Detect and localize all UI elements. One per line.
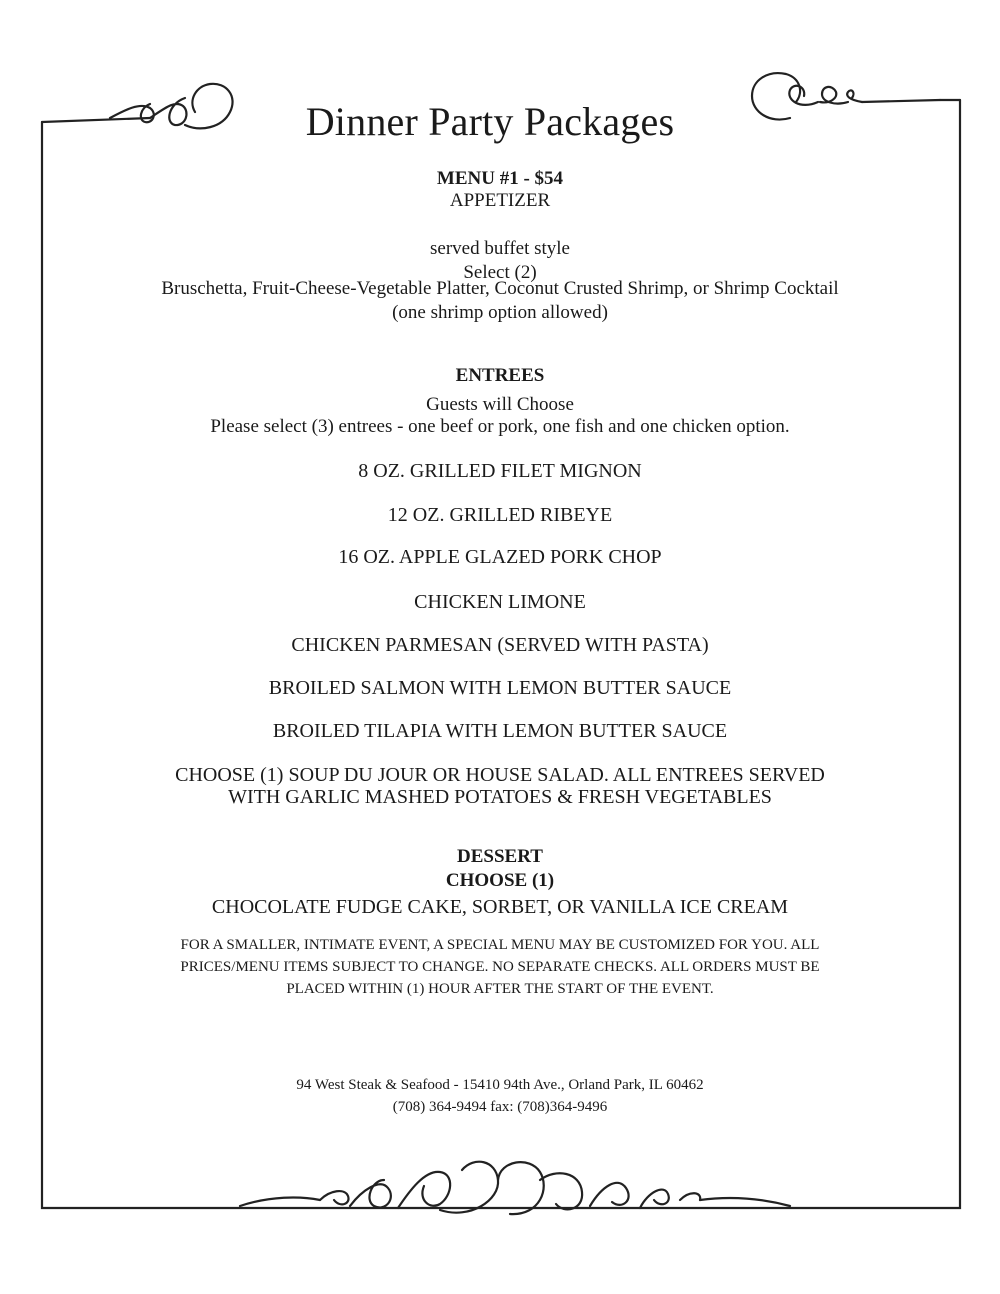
entrees-instructions: Please select (3) entrees - one beef or pork, one fish and one chicken option.: [210, 416, 790, 437]
entrees-heading: ENTREES: [455, 365, 545, 386]
entree-item: CHICKEN LIMONE: [414, 591, 586, 613]
entree-item: BROILED SALMON WITH LEMON BUTTER SAUCE: [268, 677, 732, 699]
footer-phone: (708) 364-9494 fax: (708)364-9496: [392, 1099, 608, 1115]
appetizer-style: served buffet style: [430, 238, 570, 259]
fine-print-line: PRICES/MENU ITEMS SUBJECT TO CHANGE. NO SEPARATE CHECKS. ALL ORDERS MUST BE: [180, 959, 820, 975]
appetizer-select: Select (2): [463, 262, 537, 283]
appetizer-note: (one shrimp option allowed): [392, 302, 608, 323]
fine-print-line: FOR A SMALLER, INTIMATE EVENT, A SPECIAL MENU MAY BE CUSTOMIZED FOR YOU. ALL: [180, 937, 820, 953]
entrees-guests-choose: Guests will Choose: [426, 394, 574, 415]
dessert-choose: CHOOSE (1): [445, 870, 555, 891]
entree-item: 12 OZ. GRILLED RIBEYE: [387, 504, 613, 526]
appetizer-heading: APPETIZER: [449, 190, 551, 211]
menu-price-heading: MENU #1 - $54: [436, 168, 564, 189]
dessert-options: CHOCOLATE FUDGE CAKE, SORBET, OR VANILLA ICE CREAM: [211, 896, 789, 918]
appetizer-options: Bruschetta, Fruit-Cheese-Vegetable Platter, Coconut Crusted Shrimp, or Shrimp Cocktail: [161, 278, 839, 299]
entree-item: CHICKEN PARMESAN (SERVED WITH PASTA): [291, 634, 709, 656]
entrees-sides-line: CHOOSE (1) SOUP DU JOUR OR HOUSE SALAD. ALL ENTREES SERVED: [175, 764, 825, 786]
page-title: Dinner Party Packages: [305, 99, 675, 144]
entrees-sides-line: WITH GARLIC MASHED POTATOES & FRESH VEGETABLES: [228, 786, 772, 808]
entree-item: 16 OZ. APPLE GLAZED PORK CHOP: [338, 546, 662, 568]
footer-address: 94 West Steak & Seafood - 15410 94th Ave., Orland Park, IL 60462: [296, 1077, 704, 1093]
entree-item: BROILED TILAPIA WITH LEMON BUTTER SAUCE: [272, 720, 728, 742]
fine-print-line: PLACED WITHIN (1) HOUR AFTER THE START OF THE EVENT.: [286, 981, 714, 997]
entree-item: 8 OZ. GRILLED FILET MIGNON: [358, 460, 642, 482]
dessert-heading: DESSERT: [457, 846, 543, 867]
